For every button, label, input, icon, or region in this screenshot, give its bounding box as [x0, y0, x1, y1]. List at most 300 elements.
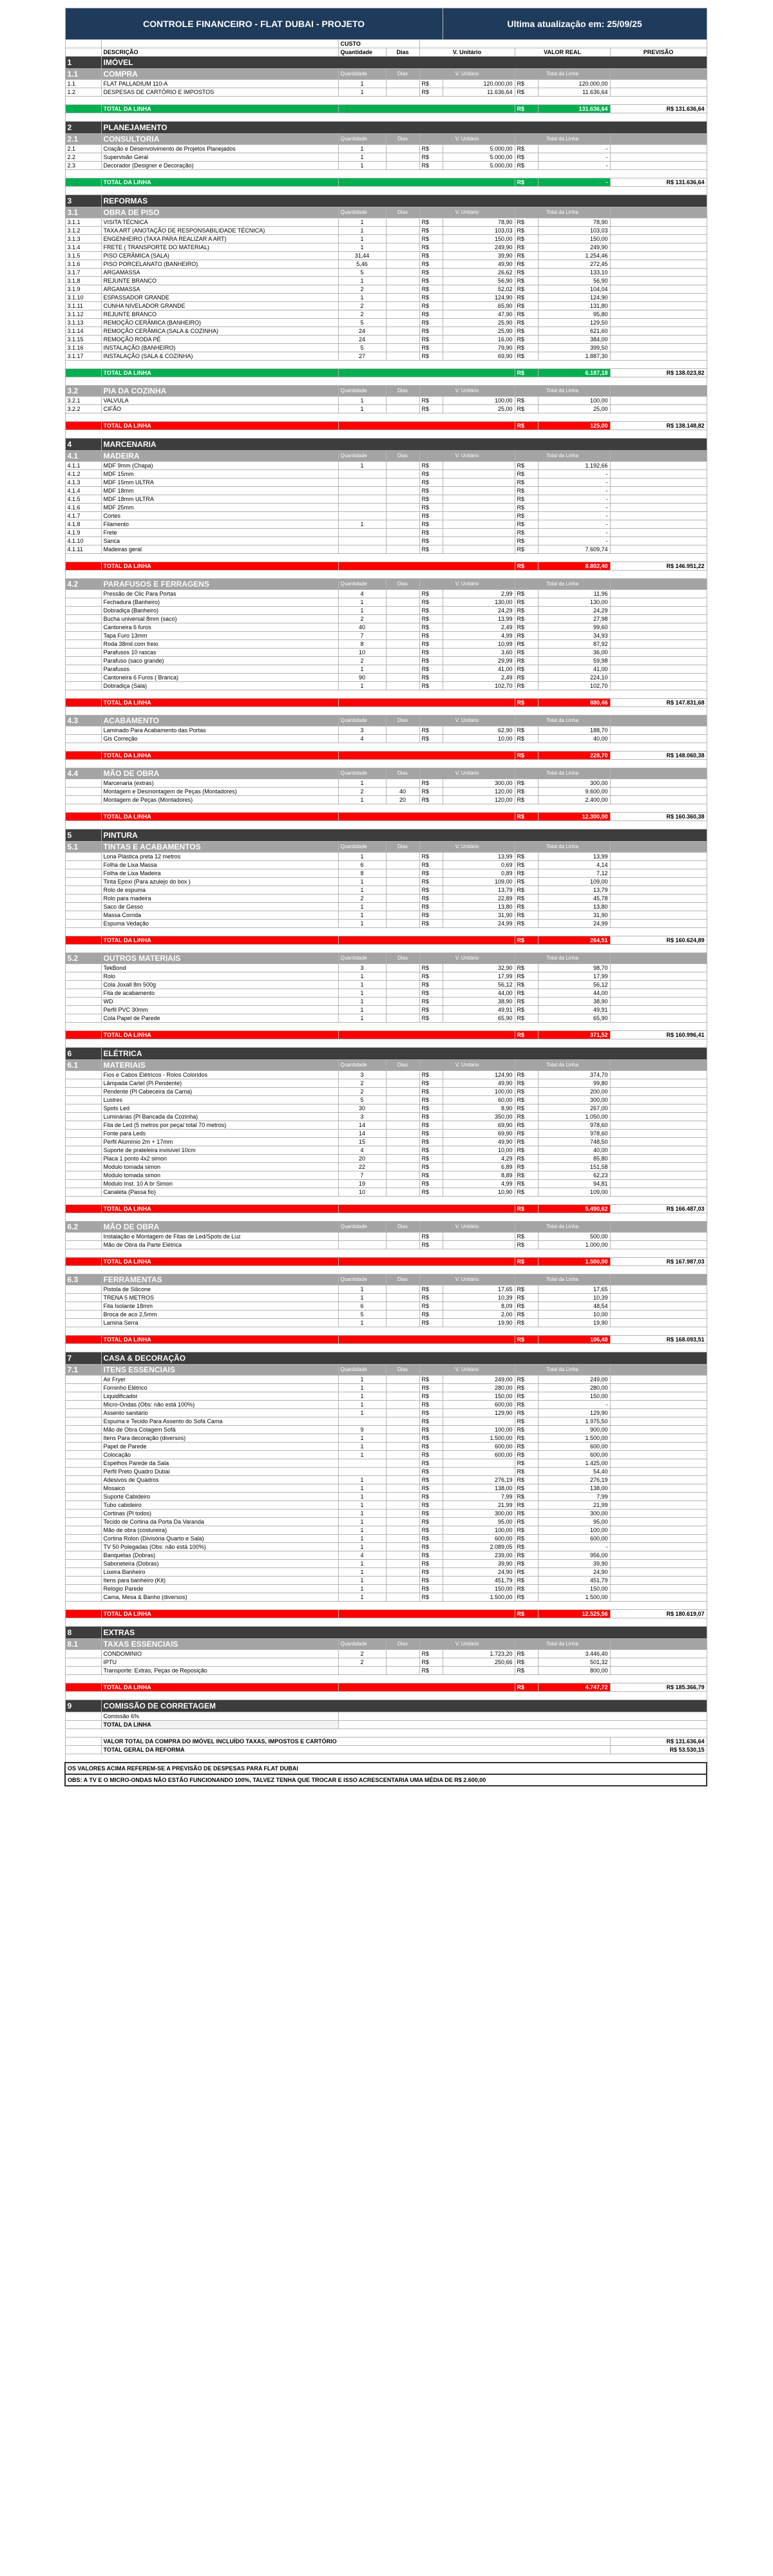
table-row [65, 1311, 707, 1319]
item-days [386, 1079, 419, 1088]
item-unit-price: 49,90 [443, 1138, 515, 1146]
table-row [65, 88, 707, 97]
item-number [65, 869, 101, 878]
total-blank [338, 1336, 515, 1344]
item-quantity: 1 [338, 162, 386, 170]
unit-currency: R$ [419, 911, 443, 920]
item-forecast [610, 352, 707, 361]
table-row [65, 336, 707, 344]
item-unit-price: 600,00 [443, 1401, 515, 1409]
item-quantity: 1 [338, 1392, 386, 1401]
item-number [65, 1560, 101, 1568]
item-number: 3.1.2 [65, 227, 101, 235]
total-currency: R$ [515, 1510, 538, 1518]
cost-group-row [65, 40, 707, 48]
table-row [65, 537, 707, 545]
item-unit-price: 39,90 [443, 1560, 515, 1568]
total-currency: R$ [515, 615, 538, 623]
item-quantity: 1 [338, 1568, 386, 1577]
item-line-total: 17,99 [538, 972, 610, 981]
unit-currency: R$ [419, 964, 443, 972]
unit-currency: R$ [419, 1180, 443, 1188]
item-forecast [610, 779, 707, 788]
item-number [65, 1311, 101, 1319]
unit-currency: R$ [419, 1376, 443, 1384]
item-description: Forninho Elétrico [101, 1384, 338, 1392]
item-days [386, 615, 419, 623]
item-number [65, 1401, 101, 1409]
subsection-title: PARAFUSOS E FERRAGENS [101, 579, 338, 590]
item-line-total: 100,00 [538, 1526, 610, 1535]
item-line-total: 56,90 [538, 277, 610, 285]
item-forecast [610, 649, 707, 657]
unit-currency: R$ [419, 1071, 443, 1079]
item-number [65, 1585, 101, 1593]
item-quantity: 22 [338, 1163, 386, 1171]
total-currency: R$ [515, 607, 538, 615]
item-line-total: 224,10 [538, 674, 610, 682]
item-quantity: 6 [338, 1302, 386, 1311]
forecast-value: R$ 185.366,79 [610, 1683, 707, 1692]
total-currency: R$ [515, 520, 538, 529]
item-line-total: 48,54 [538, 1302, 610, 1311]
subsection-header [65, 1365, 707, 1376]
item-description: Montagem de Peças (Montadores) [101, 796, 338, 804]
unit-currency: R$ [419, 88, 443, 97]
total-currency: R$ [515, 657, 538, 665]
item-forecast [610, 529, 707, 537]
item-days [386, 640, 419, 649]
item-number [65, 1577, 101, 1585]
item-days [386, 1568, 419, 1577]
unit-currency: R$ [419, 294, 443, 302]
total-blank [338, 813, 515, 821]
table-row [65, 1426, 707, 1434]
total-currency: R$ [515, 1241, 538, 1249]
sub-col-line-total: Total da Linha [515, 842, 610, 853]
item-number: 4.1.4 [65, 487, 101, 495]
item-unit-price [443, 1468, 515, 1476]
item-unit-price: 249,00 [443, 1376, 515, 1384]
item-forecast [610, 607, 707, 615]
item-description: Parafusos 10 rascas [101, 649, 338, 657]
total-currency: R$ [515, 903, 538, 911]
subsection-header [65, 579, 707, 590]
item-number: 3.2.2 [65, 405, 101, 413]
item-days [386, 1384, 419, 1392]
item-quantity: 14 [338, 1130, 386, 1138]
section-title: REFORMAS [101, 195, 707, 207]
table-row [65, 1294, 707, 1302]
line-total-row [65, 1683, 707, 1692]
item-number [65, 1294, 101, 1302]
item-quantity: 4 [338, 1146, 386, 1155]
item-unit-price [443, 487, 515, 495]
item-number [65, 1121, 101, 1130]
spacer-cell [65, 170, 707, 178]
item-number [65, 1241, 101, 1249]
total-currency: R$ [515, 1096, 538, 1104]
table-row [65, 1014, 707, 1023]
section-number: 3 [65, 195, 101, 207]
item-line-total: 109,00 [538, 1188, 610, 1197]
item-quantity: 7 [338, 632, 386, 640]
total-currency: R$ [515, 1163, 538, 1171]
spacer-row [65, 1692, 707, 1700]
item-unit-price: 239,00 [443, 1551, 515, 1560]
item-unit-price: 11.636,64 [443, 88, 515, 97]
item-description: MDF 9mm (Chapa) [101, 462, 338, 470]
total-currency: R$ [515, 1376, 538, 1384]
spacer-row [65, 113, 707, 122]
item-description: DESPESAS DE CARTÓRIO E IMPOSTOS [101, 88, 338, 97]
sub-col-line-total: Total da Linha [515, 1274, 610, 1285]
item-description: Colocação [101, 1451, 338, 1459]
unit-currency: R$ [419, 545, 443, 554]
table-row [65, 632, 707, 640]
item-unit-price: 22,89 [443, 895, 515, 903]
unit-currency: R$ [419, 405, 443, 413]
item-quantity: 1 [338, 1434, 386, 1443]
item-days [386, 1088, 419, 1096]
item-line-total: 99,80 [538, 1079, 610, 1088]
table-row [65, 218, 707, 227]
total-currency: R$ [515, 1585, 538, 1593]
item-number [65, 1384, 101, 1392]
item-forecast [610, 302, 707, 310]
item-unit-price: 10,00 [443, 735, 515, 743]
sub-col-empty [610, 1060, 707, 1071]
spacer-row [65, 1729, 707, 1738]
item-line-total: 40,00 [538, 1146, 610, 1155]
spacer-cell [65, 760, 707, 768]
item-forecast [610, 1510, 707, 1518]
item-quantity: 1 [338, 911, 386, 920]
item-unit-price: 120.000,00 [443, 80, 515, 88]
table-row [65, 1551, 707, 1560]
item-description: INSTALAÇÃO (BANHEIRO) [101, 344, 338, 352]
item-number [65, 1417, 101, 1426]
sub-col-unit: V. Unitário [419, 579, 515, 590]
total-value: 12.300,00 [538, 813, 610, 821]
item-forecast [610, 487, 707, 495]
forecast-value: R$ 131.636,64 [610, 105, 707, 113]
note-row [65, 1774, 707, 1786]
total-currency: R$ [515, 1384, 538, 1392]
item-number [65, 1667, 101, 1675]
item-quantity: 1 [338, 397, 386, 405]
item-unit-price: 100,00 [443, 1426, 515, 1434]
spacer-row [65, 743, 707, 752]
item-number [65, 1233, 101, 1241]
total-label: TOTAL DA LINHA [101, 369, 338, 377]
sub-col-days: Dias [386, 579, 419, 590]
unit-currency: R$ [419, 1088, 443, 1096]
table-row [65, 1171, 707, 1180]
sub-col-empty [610, 386, 707, 397]
sub-col-quantity: Quantidade [338, 1365, 386, 1376]
item-line-total: 600,00 [538, 1443, 610, 1451]
item-forecast [610, 1146, 707, 1155]
item-days [386, 88, 419, 97]
item-description: Massa Corrida [101, 911, 338, 920]
item-unit-price: 300,00 [443, 779, 515, 788]
item-unit-price: 4,99 [443, 1180, 515, 1188]
total-currency: R$ [515, 369, 538, 377]
section-number: 4 [65, 439, 101, 451]
total-value: 4.747,72 [538, 1683, 610, 1692]
item-number [65, 1146, 101, 1155]
item-description: Bucha universal 8mm (saco) [101, 615, 338, 623]
item-number [65, 1593, 101, 1602]
item-number [65, 796, 101, 804]
section-header [65, 1627, 707, 1639]
table-row [65, 277, 707, 285]
item-days [386, 520, 419, 529]
table-row [65, 1585, 707, 1593]
item-number [65, 1155, 101, 1163]
item-line-total: 10,00 [538, 1311, 610, 1319]
sub-col-unit: V. Unitário [419, 1222, 515, 1233]
forecast-value: R$ 138.148,82 [610, 422, 707, 430]
unit-currency: R$ [419, 1285, 443, 1294]
table-row [65, 1560, 707, 1568]
item-number: 2.1 [65, 145, 101, 153]
item-quantity: 1 [338, 1484, 386, 1493]
item-quantity: 1 [338, 1285, 386, 1294]
item-forecast [610, 397, 707, 405]
item-line-total: 9.600,00 [538, 788, 610, 796]
table-row [65, 1285, 707, 1294]
spacer-cell [65, 1675, 707, 1683]
item-quantity [338, 1459, 386, 1468]
item-number [65, 1459, 101, 1468]
item-description: MDF 15mm [101, 470, 338, 478]
sub-col-days: Dias [386, 768, 419, 779]
unit-currency: R$ [419, 779, 443, 788]
item-forecast [610, 1667, 707, 1675]
table-row [65, 80, 707, 88]
item-description: Pistola de Silicone [101, 1285, 338, 1294]
item-unit-price: 32,90 [443, 964, 515, 972]
spacer-row [65, 707, 707, 715]
item-number [65, 1376, 101, 1384]
item-number [65, 1650, 101, 1658]
item-days [386, 657, 419, 665]
item-line-total: 4,14 [538, 861, 610, 869]
unit-currency: R$ [419, 1443, 443, 1451]
item-line-total: 38,90 [538, 998, 610, 1006]
table-row [65, 1493, 707, 1501]
unit-currency: R$ [419, 1384, 443, 1392]
item-forecast [610, 623, 707, 632]
item-description: Supervisão Geral [101, 153, 338, 162]
table-row [65, 1658, 707, 1667]
item-quantity: 8 [338, 640, 386, 649]
item-quantity: 1 [338, 1493, 386, 1501]
item-description: Itens para banheiro (Kit) [101, 1577, 338, 1585]
note-row [65, 1763, 707, 1774]
item-line-total: 978,60 [538, 1121, 610, 1130]
line-total-row [65, 936, 707, 945]
last-update: Ultima atualização em: 25/09/25 [443, 8, 707, 40]
item-line-total: - [538, 529, 610, 537]
item-days [386, 344, 419, 352]
unit-currency: R$ [419, 1426, 443, 1434]
item-description: Cantoneira 6 furos [101, 623, 338, 632]
item-number: 1.2 [65, 88, 101, 97]
item-description: Parafusos [101, 665, 338, 674]
total-currency: R$ [515, 796, 538, 804]
item-unit-price [443, 1241, 515, 1249]
item-days [386, 1188, 419, 1197]
total-currency: R$ [515, 1079, 538, 1088]
spacer-cell [65, 571, 707, 579]
sub-col-quantity: Quantidade [338, 451, 386, 462]
item-line-total: 104,04 [538, 285, 610, 294]
item-days [386, 153, 419, 162]
line-total-row [65, 699, 707, 707]
item-unit-price: 31,90 [443, 911, 515, 920]
total-currency: R$ [515, 853, 538, 861]
total-currency: R$ [515, 470, 538, 478]
total-currency: R$ [515, 1535, 538, 1543]
unit-currency: R$ [419, 632, 443, 640]
col-header-real: VALOR REAL [515, 48, 610, 57]
total-currency: R$ [515, 911, 538, 920]
total-currency: R$ [515, 1130, 538, 1138]
total-blank [65, 105, 101, 113]
item-unit-price: 150,00 [443, 1585, 515, 1593]
unit-currency: R$ [419, 1188, 443, 1197]
item-days [386, 735, 419, 743]
item-days [386, 861, 419, 869]
item-description: Roda 38mil com freio [101, 640, 338, 649]
item-description: REJUNTE BRANCO [101, 277, 338, 285]
item-unit-price: 5.000,00 [443, 145, 515, 153]
item-description: TRENA 5 METROS [101, 1294, 338, 1302]
unit-currency: R$ [419, 1409, 443, 1417]
total-currency: R$ [515, 640, 538, 649]
item-description: Pendente (Pl Cabeceira da Cama) [101, 1088, 338, 1096]
unit-currency: R$ [419, 590, 443, 598]
total-currency: R$ [515, 310, 538, 319]
spacer-row [65, 187, 707, 195]
section-number: 6 [65, 1048, 101, 1060]
item-line-total: 900,00 [538, 1426, 610, 1434]
item-line-total: 7,12 [538, 869, 610, 878]
total-value: - [538, 178, 610, 187]
item-line-total: 13,80 [538, 903, 610, 911]
item-quantity: 5 [338, 344, 386, 352]
table-row [65, 1417, 707, 1426]
item-unit-price: 41,00 [443, 665, 515, 674]
item-forecast [610, 1493, 707, 1501]
item-forecast [610, 294, 707, 302]
subsection-header [65, 715, 707, 726]
item-line-total: - [538, 478, 610, 487]
table-row [65, 869, 707, 878]
section-header [65, 195, 707, 207]
item-forecast [610, 1443, 707, 1451]
item-unit-price: 2,49 [443, 674, 515, 682]
item-forecast [610, 989, 707, 998]
item-forecast [610, 911, 707, 920]
item-line-total: 78,90 [538, 218, 610, 227]
unit-currency: R$ [419, 598, 443, 607]
forecast-value: R$ 148.060,38 [610, 752, 707, 760]
item-days [386, 665, 419, 674]
total-currency: R$ [515, 1551, 538, 1560]
item-forecast [610, 726, 707, 735]
subsection-header [65, 207, 707, 218]
total-currency: R$ [515, 1560, 538, 1568]
item-unit-price: 1.500,00 [443, 1434, 515, 1443]
sub-col-days: Dias [386, 1060, 419, 1071]
grand-total-label: TOTAL GERAL DA REFORMA [101, 1746, 610, 1754]
section-header [65, 1352, 707, 1365]
item-days [386, 1319, 419, 1327]
total-currency: R$ [515, 344, 538, 352]
total-currency: R$ [515, 1104, 538, 1113]
item-unit-price: 276,19 [443, 1476, 515, 1484]
total-currency: R$ [515, 1205, 538, 1213]
item-description: Fita de acabamento [101, 989, 338, 998]
item-days [386, 1526, 419, 1535]
item-number: 3.1.4 [65, 243, 101, 252]
item-number [65, 1180, 101, 1188]
item-forecast [610, 162, 707, 170]
item-forecast [610, 972, 707, 981]
item-quantity [338, 504, 386, 512]
item-description: Madeiras geral [101, 545, 338, 554]
sub-col-empty [610, 768, 707, 779]
table-row [65, 981, 707, 989]
table-row [65, 796, 707, 804]
subsection-title: OUTROS MATERIAIS [101, 953, 338, 964]
item-line-total: 501,32 [538, 1658, 610, 1667]
item-number: 4.1.8 [65, 520, 101, 529]
total-label: TOTAL DA LINHA [101, 1258, 338, 1266]
item-days [386, 682, 419, 690]
item-unit-price: 102,70 [443, 682, 515, 690]
item-days [386, 981, 419, 989]
item-line-total: 1.000,00 [538, 1241, 610, 1249]
item-line-total: - [538, 495, 610, 504]
total-currency: R$ [515, 1443, 538, 1451]
sub-col-empty [610, 207, 707, 218]
spacer-row [65, 1754, 707, 1763]
item-days [386, 1241, 419, 1249]
item-quantity: 1 [338, 1451, 386, 1459]
total-blank [65, 699, 101, 707]
sub-col-unit: V. Unitário [419, 768, 515, 779]
item-days [386, 920, 419, 928]
table-row [65, 1392, 707, 1401]
table-row [65, 397, 707, 405]
total-currency: R$ [515, 1138, 538, 1146]
sub-col-days: Dias [386, 69, 419, 80]
total-blank [338, 1031, 515, 1039]
item-line-total: 374,70 [538, 1071, 610, 1079]
total-currency: R$ [515, 529, 538, 537]
item-unit-price: 451,79 [443, 1577, 515, 1585]
item-unit-price: 10,00 [443, 1146, 515, 1155]
table-row [65, 1434, 707, 1443]
spacer-cell [65, 430, 707, 439]
item-number [65, 1302, 101, 1311]
item-line-total: 11.636,64 [538, 88, 610, 97]
